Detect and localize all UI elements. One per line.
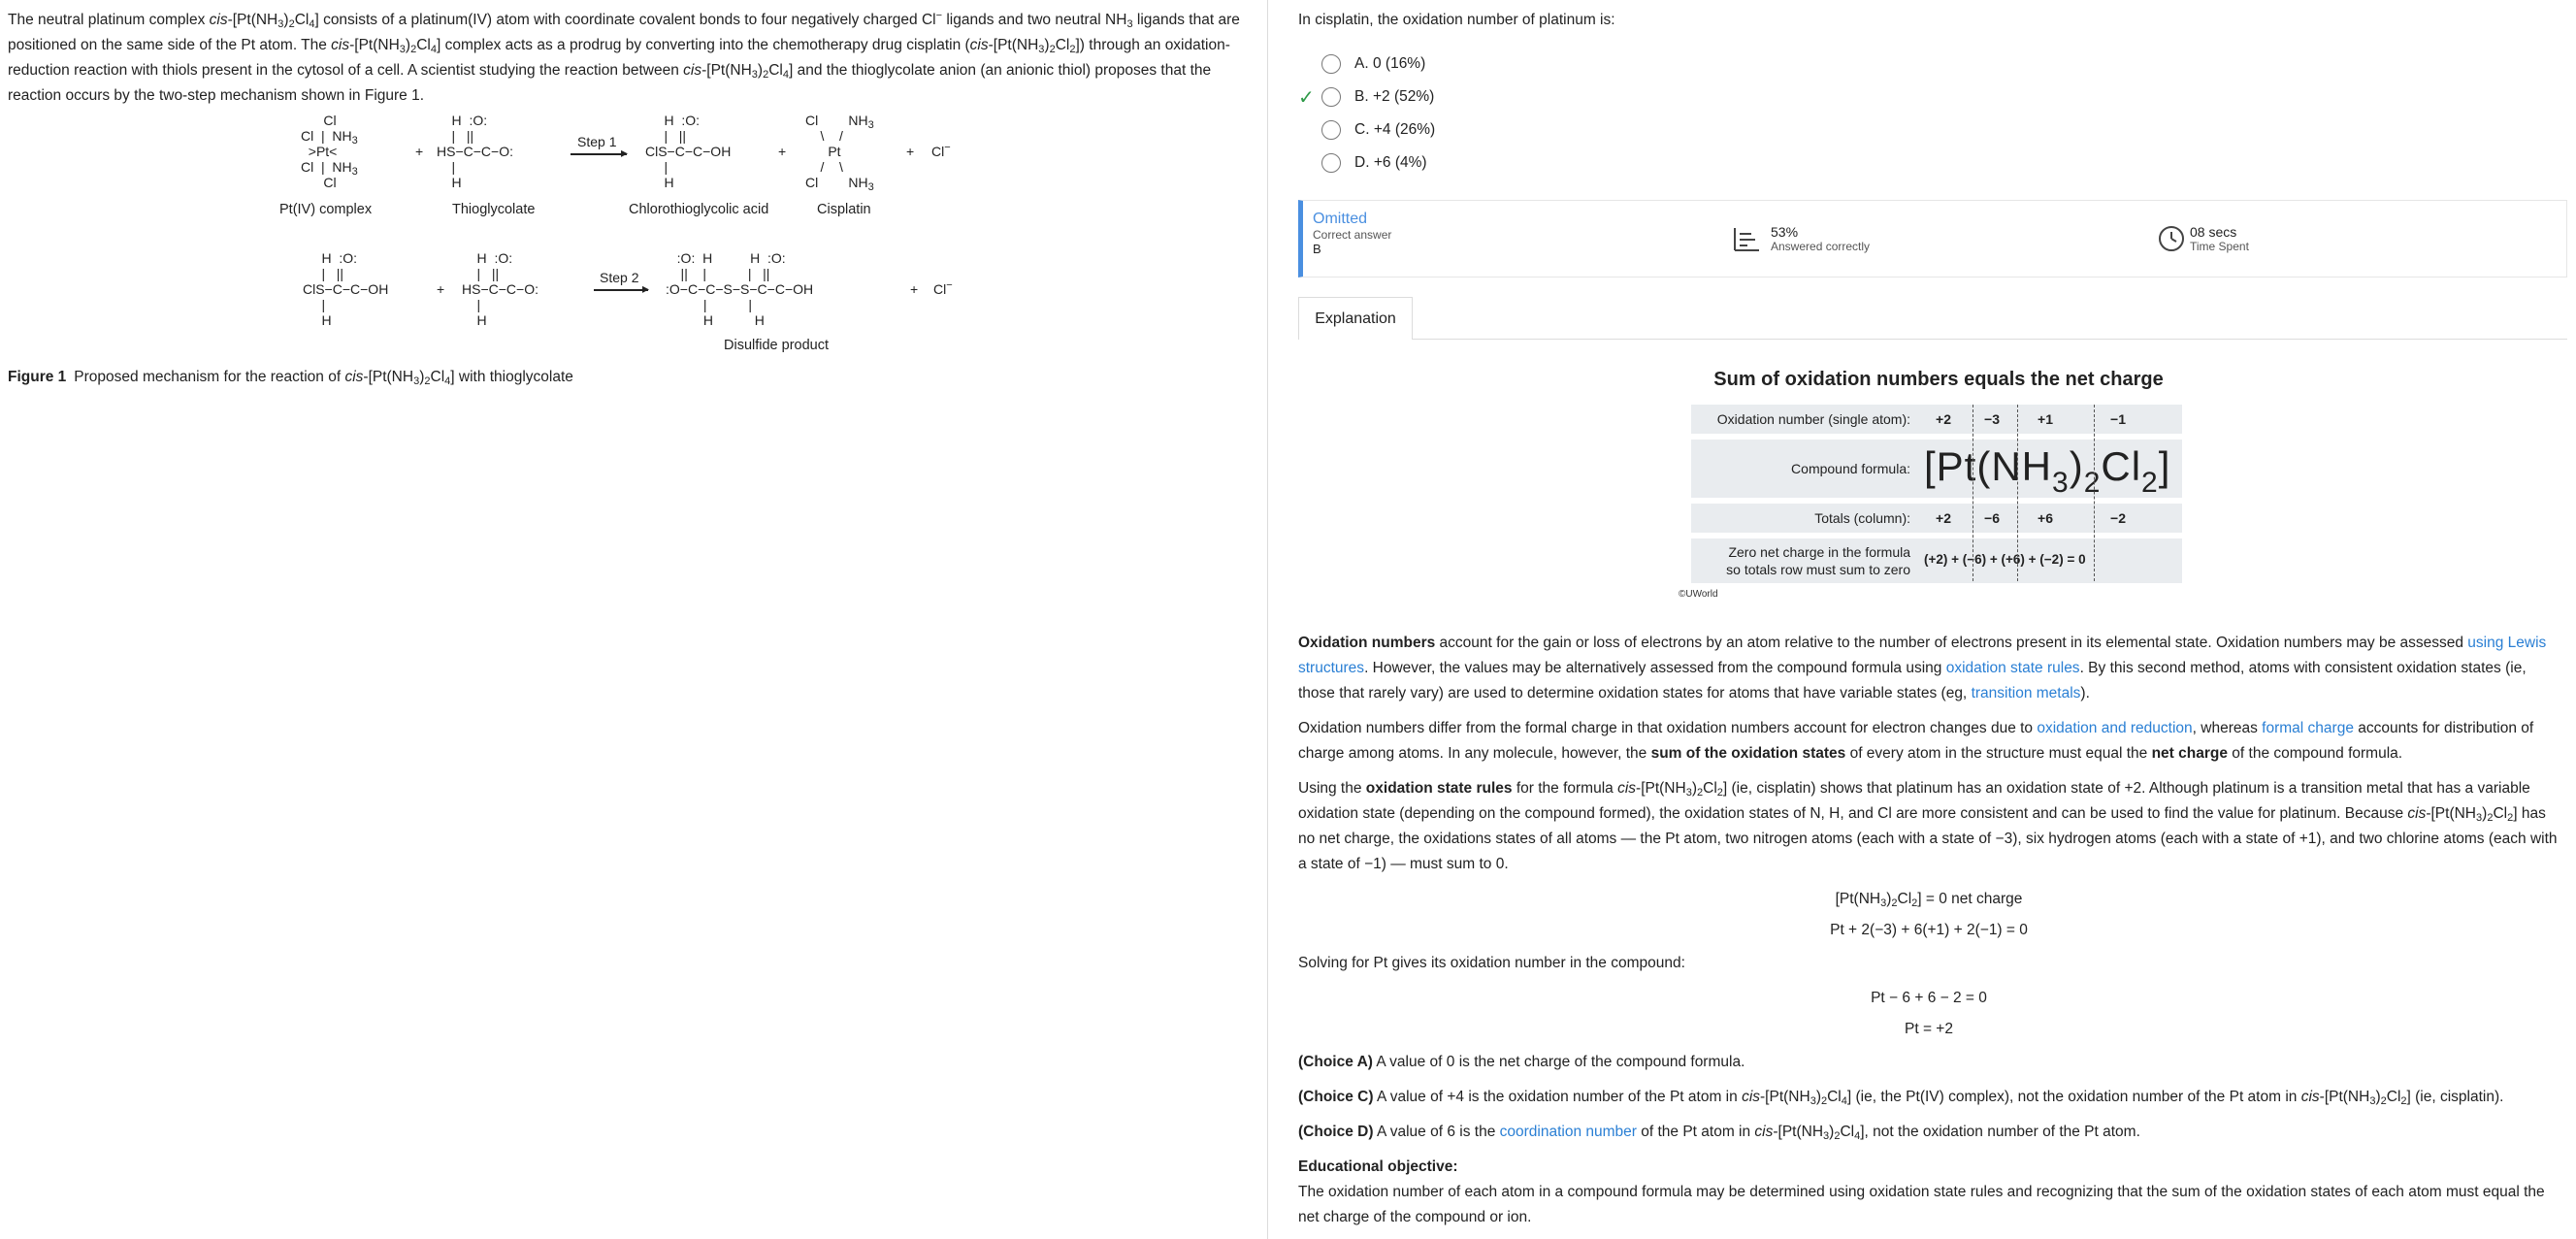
row-oxidation-single: Oxidation number (single atom): +2 −3 +1 −1 xyxy=(1691,405,2182,434)
question-stem: In cisplatin, the oxidation number of platinum is: xyxy=(1298,12,1615,28)
label-disulfide-product: Disulfide product xyxy=(724,338,829,353)
step2-arrow xyxy=(594,289,648,291)
link-coordination-number[interactable]: coordination number xyxy=(1499,1124,1637,1140)
correct-check-icon: ✓ xyxy=(1298,87,1315,109)
choice-c-explanation: (Choice C) A value of +4 is the oxidation number of the Pt atom in cis-$[Pt(NH_3)_2Cl_4]$ (ie, the Pt(IV) complex), not the oxidation number of the Pt atom in cis-$[Pt(NH_3)_2Cl_2]$ (ie, cisplatin). xyxy=(1298,1089,2504,1107)
choice-d-explanation: (Choice D) A value of 6 is the coordination number of the Pt atom in cis-$[Pt(NH_3)_2Cl_4]$, not the oxidation number of the Pt atom. xyxy=(1298,1124,2140,1142)
explanation-body xyxy=(1298,631,2560,1230)
equation-net-charge: $[Pt(NH_3)_2Cl_2] = 0$ net charge xyxy=(1835,891,2023,909)
passage-pane xyxy=(8,8,1250,109)
answer-stats-panel xyxy=(1298,200,2567,277)
label-pt-iv-complex: Pt(IV) complex xyxy=(279,202,373,217)
diagram-title: Sum of oxidation numbers equals the net charge xyxy=(1713,369,2164,390)
figure-1-mechanism xyxy=(279,105,990,367)
cisplatin-formula-large: $[Pt(NH_3)_2Cl_2]$ xyxy=(1924,443,2171,499)
row-totals: Totals (column): +2 −6 +6 −2 xyxy=(1691,504,2182,533)
passage-text: The neutral platinum complex cis-$[Pt(NH_3)_2Cl_4]$ consists of a platinum(IV) atom with coordinate covalent bonds to four negatively charged Cl− ligands and two neutral $NH_3$ ligands that are positioned on the same side of the Pt atom. The cis-$[Pt(NH_3)_2Cl_4]$ complex acts as a prodrug by converting into the chemotherapy drug cisplatin $(cis-[Pt(NH_3)_2Cl_2])$ through an oxidation-reduction reaction with thiols present in the cytosol of a cell. A scientist studying the reaction between cis-$[Pt(NH_3)_2Cl_4]$ and the thioglycolate anion (an anionic thiol) proposes that the reaction occurs by the two-step mechanism shown in Figure 1. xyxy=(8,10,1240,104)
clock-icon xyxy=(2157,224,2186,253)
column-divider xyxy=(2017,405,2018,581)
column-divider xyxy=(2094,405,2095,581)
chloride-ion: Cl− xyxy=(931,142,951,159)
time-spent: 08 secs Time Spent xyxy=(2157,224,2249,253)
radio-icon[interactable] xyxy=(1321,54,1341,74)
chloride-ion: Cl− xyxy=(933,279,953,297)
radio-icon[interactable] xyxy=(1321,87,1341,107)
link-formal-charge[interactable]: formal charge xyxy=(2262,720,2354,736)
label-chlorothioglycolic-acid: Chlorothioglycolic acid xyxy=(629,202,769,217)
plus-sign: + xyxy=(778,144,787,159)
answer-status: Omitted Correct answer B xyxy=(1313,211,1392,256)
thioglycolate-structure: H :O: | || HS−C−C−O: | H xyxy=(437,113,513,190)
arrowhead-icon: ▸ xyxy=(621,145,629,160)
bar-chart-icon xyxy=(1732,224,1761,253)
link-oxidation-state-rules[interactable]: oxidation state rules xyxy=(1945,660,2080,676)
pt-iv-complex-structure: Cl Cl | $NH_3$ >Pt< Cl | $NH_3$ Cl xyxy=(301,113,358,190)
radio-icon[interactable] xyxy=(1321,120,1341,140)
plus-sign: + xyxy=(910,281,919,297)
label-thioglycolate: Thioglycolate xyxy=(452,202,536,217)
equation-solve: Pt − 6 + 6 − 2 = 0 xyxy=(1871,990,1987,1006)
choice-a-explanation: (Choice A) A value of 0 is the net charge of the compound formula. xyxy=(1298,1054,1745,1070)
oxidation-number-diagram xyxy=(1679,369,2191,600)
exp-paragraph-2: Oxidation numbers differ from the formal charge in that oxidation numbers account for electron changes due to oxidation and reduction, whereas formal charge accounts for distribution of charge among atoms. In any molecule, however, the sum of the oxidation states of every atom in the structure must equal the net charge of the compound formula. xyxy=(1298,720,2534,762)
step2-label: Step 2 xyxy=(600,270,639,285)
educational-objective-text: The oxidation number of each atom in a compound formula may be determined using oxidation state rules and recognizing that the sum of the oxidation states of each atom must equal the net charge of the compound or ion. xyxy=(1298,1184,2545,1225)
choice-d[interactable]: D. +6 (4%) xyxy=(1321,151,1427,175)
percent-correct: 53% Answered correctly xyxy=(1732,224,1870,253)
pane-divider[interactable] xyxy=(1267,0,1268,1239)
exp-paragraph-3: Using the oxidation state rules for the formula cis-$[Pt(NH_3)_2Cl_2]$ (ie, cisplatin) shows that platinum has an oxidation state of +2. Although platinum is a transition metal that has a variable oxidation state (depending on the compound formed), the oxidation states of N, H, and Cl are more consistent and can be used to find the value for platinum. Because cis-$[Pt(NH_3)_2Cl_2]$ has no net charge, the oxidations states of all atoms — the Pt atom, two nitrogen atoms (each with a state of −3), six hydrogen atoms (each with a state of +1), and two chlorine atoms (each with a state of −1) — must sum to 0. xyxy=(1298,780,2558,872)
copyright: ©UWorld xyxy=(1679,589,1718,600)
label-cisplatin: Cisplatin xyxy=(817,202,871,217)
equation-sum: Pt + 2(−3) + 6(+1) + 2(−1) = 0 xyxy=(1830,922,2028,938)
choice-c[interactable]: C. +4 (26%) xyxy=(1321,118,1435,142)
choice-b[interactable]: B. +2 (52%) xyxy=(1321,85,1434,109)
step1-arrow xyxy=(571,153,627,155)
plus-sign: + xyxy=(437,281,445,297)
exp-paragraph-1: Oxidation numbers account for the gain or loss of electrons by an atom relative to the number of electrons present in its elemental state. Oxidation numbers may be assessed using Lewis structures. However, the values may be alternatively assessed from the compound formula using oxidation state rules. By this second method, atoms with consistent oxidation states (ie, those that rarely vary) are used to determine oxidation states for atoms that have variable states (eg, transition metals). xyxy=(1298,635,2547,701)
figure-caption: Figure 1 Proposed mechanism for the reaction of cis-$[Pt(NH_3)_2Cl_4]$ with thioglycolate xyxy=(8,369,573,387)
link-transition-metals[interactable]: transition metals xyxy=(1971,685,2081,701)
arrowhead-icon: ▸ xyxy=(642,280,650,296)
plus-sign: + xyxy=(415,144,424,159)
chlorothioglycolic-acid-structure-2: H :O: | || ClS−C−C−OH | H xyxy=(303,250,389,328)
tab-underline xyxy=(1413,339,2567,340)
link-oxidation-reduction[interactable]: oxidation and reduction xyxy=(2037,720,2193,736)
row-compound-formula: Compound formula: $[Pt(NH_3)_2Cl_2]$ xyxy=(1691,440,2182,498)
cisplatin-structure: Cl $NH_3$ \ / Pt / \ Cl $NH_3$ xyxy=(805,113,874,193)
link-lewis-structures[interactable]: using Lewis structures xyxy=(1298,635,2547,676)
thioglycolate-structure-2: H :O: | || HS−C−C−O: | H xyxy=(462,250,538,328)
step1-label: Step 1 xyxy=(577,134,617,149)
exp-paragraph-4: Solving for Pt gives its oxidation number in the compound: xyxy=(1298,955,1685,971)
disulfide-product-structure: :O: H H :O: || | | || :O−C−C−S−S−C−C−OH | | H H xyxy=(666,250,814,328)
educational-objective-title: Educational objective: xyxy=(1298,1158,1458,1175)
row-zero-net-charge: Zero net charge in the formula so totals row must sum to zero (+2) + (−6) + (+6) + (−2) = 0 xyxy=(1691,538,2182,583)
choice-a[interactable]: A. 0 (16%) xyxy=(1321,52,1425,76)
chlorothioglycolic-acid-structure: H :O: | || ClS−C−C−OH | H xyxy=(645,113,732,190)
plus-sign: + xyxy=(906,144,915,159)
tab-explanation[interactable]: Explanation xyxy=(1298,297,1413,340)
equation-result: Pt = +2 xyxy=(1905,1021,1953,1037)
radio-icon[interactable] xyxy=(1321,153,1341,173)
